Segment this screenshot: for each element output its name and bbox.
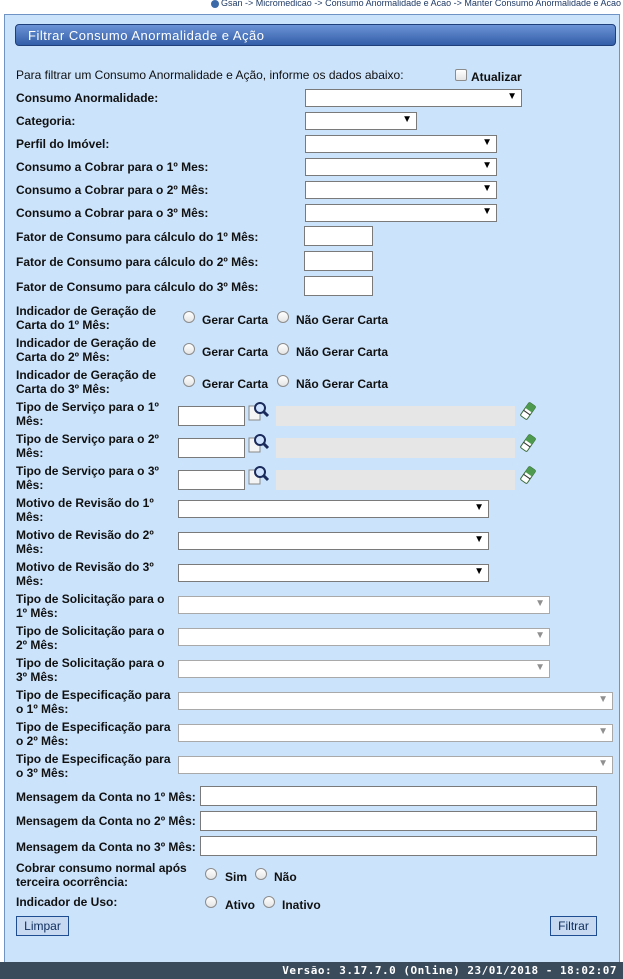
atualizar-checkbox[interactable]: [455, 69, 467, 81]
sol3-select[interactable]: [178, 660, 550, 678]
dropdown-arrow-icon: ▼: [535, 598, 545, 609]
filter-panel: [4, 14, 620, 964]
intro-text: Para filtrar um Consumo Anormalidade e Ação, informe os dados abaixo:: [16, 68, 404, 82]
serv3-label-line2: Mês:: [16, 478, 44, 492]
uso-inativo-radio[interactable]: [263, 896, 275, 908]
msg2-label: Mensagem da Conta no 2º Mês:: [16, 814, 196, 828]
serv3-code-input[interactable]: [178, 470, 245, 490]
cobrar3-label: Consumo a Cobrar para o 3º Mês:: [16, 206, 209, 220]
dropdown-arrow-icon: ▼: [402, 114, 412, 125]
magnifier-icon[interactable]: [248, 432, 270, 454]
serv2-label-line2: Mês:: [16, 446, 44, 460]
magnifier-icon[interactable]: [248, 464, 270, 486]
ger1-gerar-label: Gerar Carta: [202, 313, 269, 327]
esp2-select[interactable]: [178, 724, 613, 742]
uso-ativo-label: Ativo: [225, 898, 255, 912]
serv1-label-line2: Mês:: [16, 414, 44, 428]
sol1-label-line2: 1º Mês:: [16, 606, 58, 620]
uso-inativo-label: Inativo: [282, 898, 321, 912]
esp3-select[interactable]: [178, 756, 613, 774]
dropdown-arrow-icon: ▼: [474, 566, 484, 577]
msg1-label: Mensagem da Conta no 1º Mês:: [16, 790, 196, 804]
sol1-label-line1: Tipo de Solicitação para o: [16, 592, 165, 606]
serv2-description: [276, 438, 515, 458]
ger2-gerar-label: Gerar Carta: [202, 345, 269, 359]
breadcrumb-text: Gsan -> Micromedicao -> Consumo Anormalidade e Acao -> Manter Consumo Anormalidade e Acao: [221, 0, 621, 8]
fator3-input[interactable]: [304, 276, 373, 296]
sol1-select[interactable]: [178, 596, 550, 614]
magnifier-icon[interactable]: [248, 400, 270, 422]
ger3-nao-gerar-radio[interactable]: [277, 375, 289, 387]
dropdown-arrow-icon: ▼: [482, 206, 492, 217]
top-bar: [0, 0, 623, 10]
home-icon: [211, 0, 219, 8]
esp2-label-line1: Tipo de Especificação para: [16, 720, 171, 734]
serv1-code-input[interactable]: [178, 406, 245, 426]
fator3-label: Fator de Consumo para cálculo do 3º Mês:: [16, 280, 259, 294]
uso-ativo-radio[interactable]: [205, 896, 217, 908]
serv2-label-line1: Tipo de Serviço para o 2º: [16, 432, 159, 446]
msg1-input[interactable]: [200, 786, 597, 806]
cobrar-normal-label-line2: terceira ocorrência:: [16, 875, 129, 889]
ger1-label-line1: Indicador de Geração de: [16, 304, 157, 318]
dropdown-arrow-icon: ▼: [482, 183, 492, 194]
sol3-label-line1: Tipo de Solicitação para o: [16, 656, 165, 670]
esp2-label-line2: o 2º Mês:: [16, 734, 69, 748]
ger2-label-line1: Indicador de Geração de: [16, 336, 157, 350]
esp1-select[interactable]: [178, 692, 613, 710]
mot1-select[interactable]: [178, 500, 489, 518]
dropdown-arrow-icon: ▼: [598, 758, 608, 769]
cobrar-nao-radio[interactable]: [255, 868, 267, 880]
esp1-label-line1: Tipo de Especificação para: [16, 688, 171, 702]
ger2-label-line2: Carta do 2º Mês:: [16, 350, 110, 364]
limpar-button[interactable]: Limpar: [16, 916, 69, 936]
mot2-label-line1: Motivo de Revisão do 2º: [16, 528, 154, 542]
msg3-label: Mensagem da Conta no 3º Mês:: [16, 840, 196, 854]
serv2-code-input[interactable]: [178, 438, 245, 458]
dropdown-arrow-icon: ▼: [507, 91, 517, 102]
ger1-label-line2: Carta do 1º Mês:: [16, 318, 110, 332]
mot2-select[interactable]: [178, 532, 489, 550]
indicador-uso-label: Indicador de Uso:: [16, 895, 118, 909]
perfil-select[interactable]: [305, 135, 497, 153]
ger1-nao-gerar-label: Não Gerar Carta: [296, 313, 389, 327]
ger3-label-line1: Indicador de Geração de: [16, 368, 157, 382]
mot3-label-line2: Mês:: [16, 574, 44, 588]
fator1-input[interactable]: [304, 226, 373, 246]
ger2-nao-gerar-radio[interactable]: [277, 343, 289, 355]
ger3-label-line2: Carta do 3º Mês:: [16, 382, 110, 396]
dropdown-arrow-icon: ▼: [482, 160, 492, 171]
dropdown-arrow-icon: ▼: [474, 502, 484, 513]
esp1-label-line2: o 1º Mês:: [16, 702, 69, 716]
mot3-select[interactable]: [178, 564, 489, 582]
cobrar-sim-radio[interactable]: [205, 868, 217, 880]
ger1-gerar-radio[interactable]: [183, 311, 195, 323]
ger3-gerar-radio[interactable]: [183, 375, 195, 387]
dropdown-arrow-icon: ▼: [482, 137, 492, 148]
fator2-label: Fator de Consumo para cálculo do 2º Mês:: [16, 255, 259, 269]
cobrar-sim-label: Sim: [225, 870, 248, 884]
msg3-input[interactable]: [200, 836, 597, 856]
cobrar-nao-label: Não: [274, 870, 297, 884]
ger2-gerar-radio[interactable]: [183, 343, 195, 355]
dropdown-arrow-icon: ▼: [535, 630, 545, 641]
eraser-icon[interactable]: [519, 402, 537, 420]
serv3-description: [276, 470, 515, 490]
cobrar1-select[interactable]: [305, 158, 497, 176]
categoria-label: Categoria:: [16, 114, 76, 128]
ger3-gerar-label: Gerar Carta: [202, 377, 269, 391]
eraser-icon[interactable]: [519, 466, 537, 484]
ger1-nao-gerar-radio[interactable]: [277, 311, 289, 323]
esp3-label-line2: o 3º Mês:: [16, 766, 69, 780]
ger3-nao-gerar-label: Não Gerar Carta: [296, 377, 389, 391]
cobrar2-label: Consumo a Cobrar para o 2º Mês:: [16, 183, 209, 197]
dropdown-arrow-icon: ▼: [598, 726, 608, 737]
cobrar3-select[interactable]: [305, 204, 497, 222]
mot1-label-line1: Motivo de Revisão do 1º: [16, 496, 154, 510]
fator2-input[interactable]: [304, 251, 373, 271]
dropdown-arrow-icon: ▼: [598, 694, 608, 705]
serv3-label-line1: Tipo de Serviço para o 3º: [16, 464, 159, 478]
fator1-label: Fator de Consumo para cálculo do 1º Mês:: [16, 230, 259, 244]
sol2-label-line1: Tipo de Solicitação para o: [16, 624, 165, 638]
mot3-label-line1: Motivo de Revisão do 3º: [16, 560, 154, 574]
mot1-label-line2: Mês:: [16, 510, 44, 524]
consumo-anormalidade-select[interactable]: [305, 89, 522, 107]
serv1-label-line1: Tipo de Serviço para o 1º: [16, 400, 159, 414]
cobrar-normal-label-line1: Cobrar consumo normal após: [16, 861, 187, 875]
atualizar-label: Atualizar: [471, 70, 522, 84]
cobrar1-label: Consumo a Cobrar para o 1º Mes:: [16, 160, 209, 174]
filtrar-button[interactable]: Filtrar: [550, 916, 597, 936]
perfil-label: Perfil do Imóvel:: [16, 137, 110, 151]
sol3-label-line2: 3º Mês:: [16, 670, 58, 684]
mot2-label-line2: Mês:: [16, 542, 44, 556]
esp3-label-line1: Tipo de Especificação para: [16, 752, 171, 766]
eraser-icon[interactable]: [519, 434, 537, 452]
dropdown-arrow-icon: ▼: [474, 534, 484, 545]
ger2-nao-gerar-label: Não Gerar Carta: [296, 345, 389, 359]
page-title: Filtrar Consumo Anormalidade e Ação: [15, 24, 616, 46]
breadcrumb: [211, 0, 621, 8]
msg2-input[interactable]: [200, 811, 597, 831]
sol2-label-line2: 2º Mês:: [16, 638, 58, 652]
version-footer: Versão: 3.17.7.0 (Online) 23/01/2018 - 18:02:07: [0, 962, 623, 979]
consumo-anormalidade-label: Consumo Anormalidade:: [16, 91, 159, 105]
dropdown-arrow-icon: ▼: [535, 662, 545, 673]
categoria-select[interactable]: [305, 112, 417, 130]
sol2-select[interactable]: [178, 628, 550, 646]
cobrar2-select[interactable]: [305, 181, 497, 199]
serv1-description: [276, 406, 515, 426]
